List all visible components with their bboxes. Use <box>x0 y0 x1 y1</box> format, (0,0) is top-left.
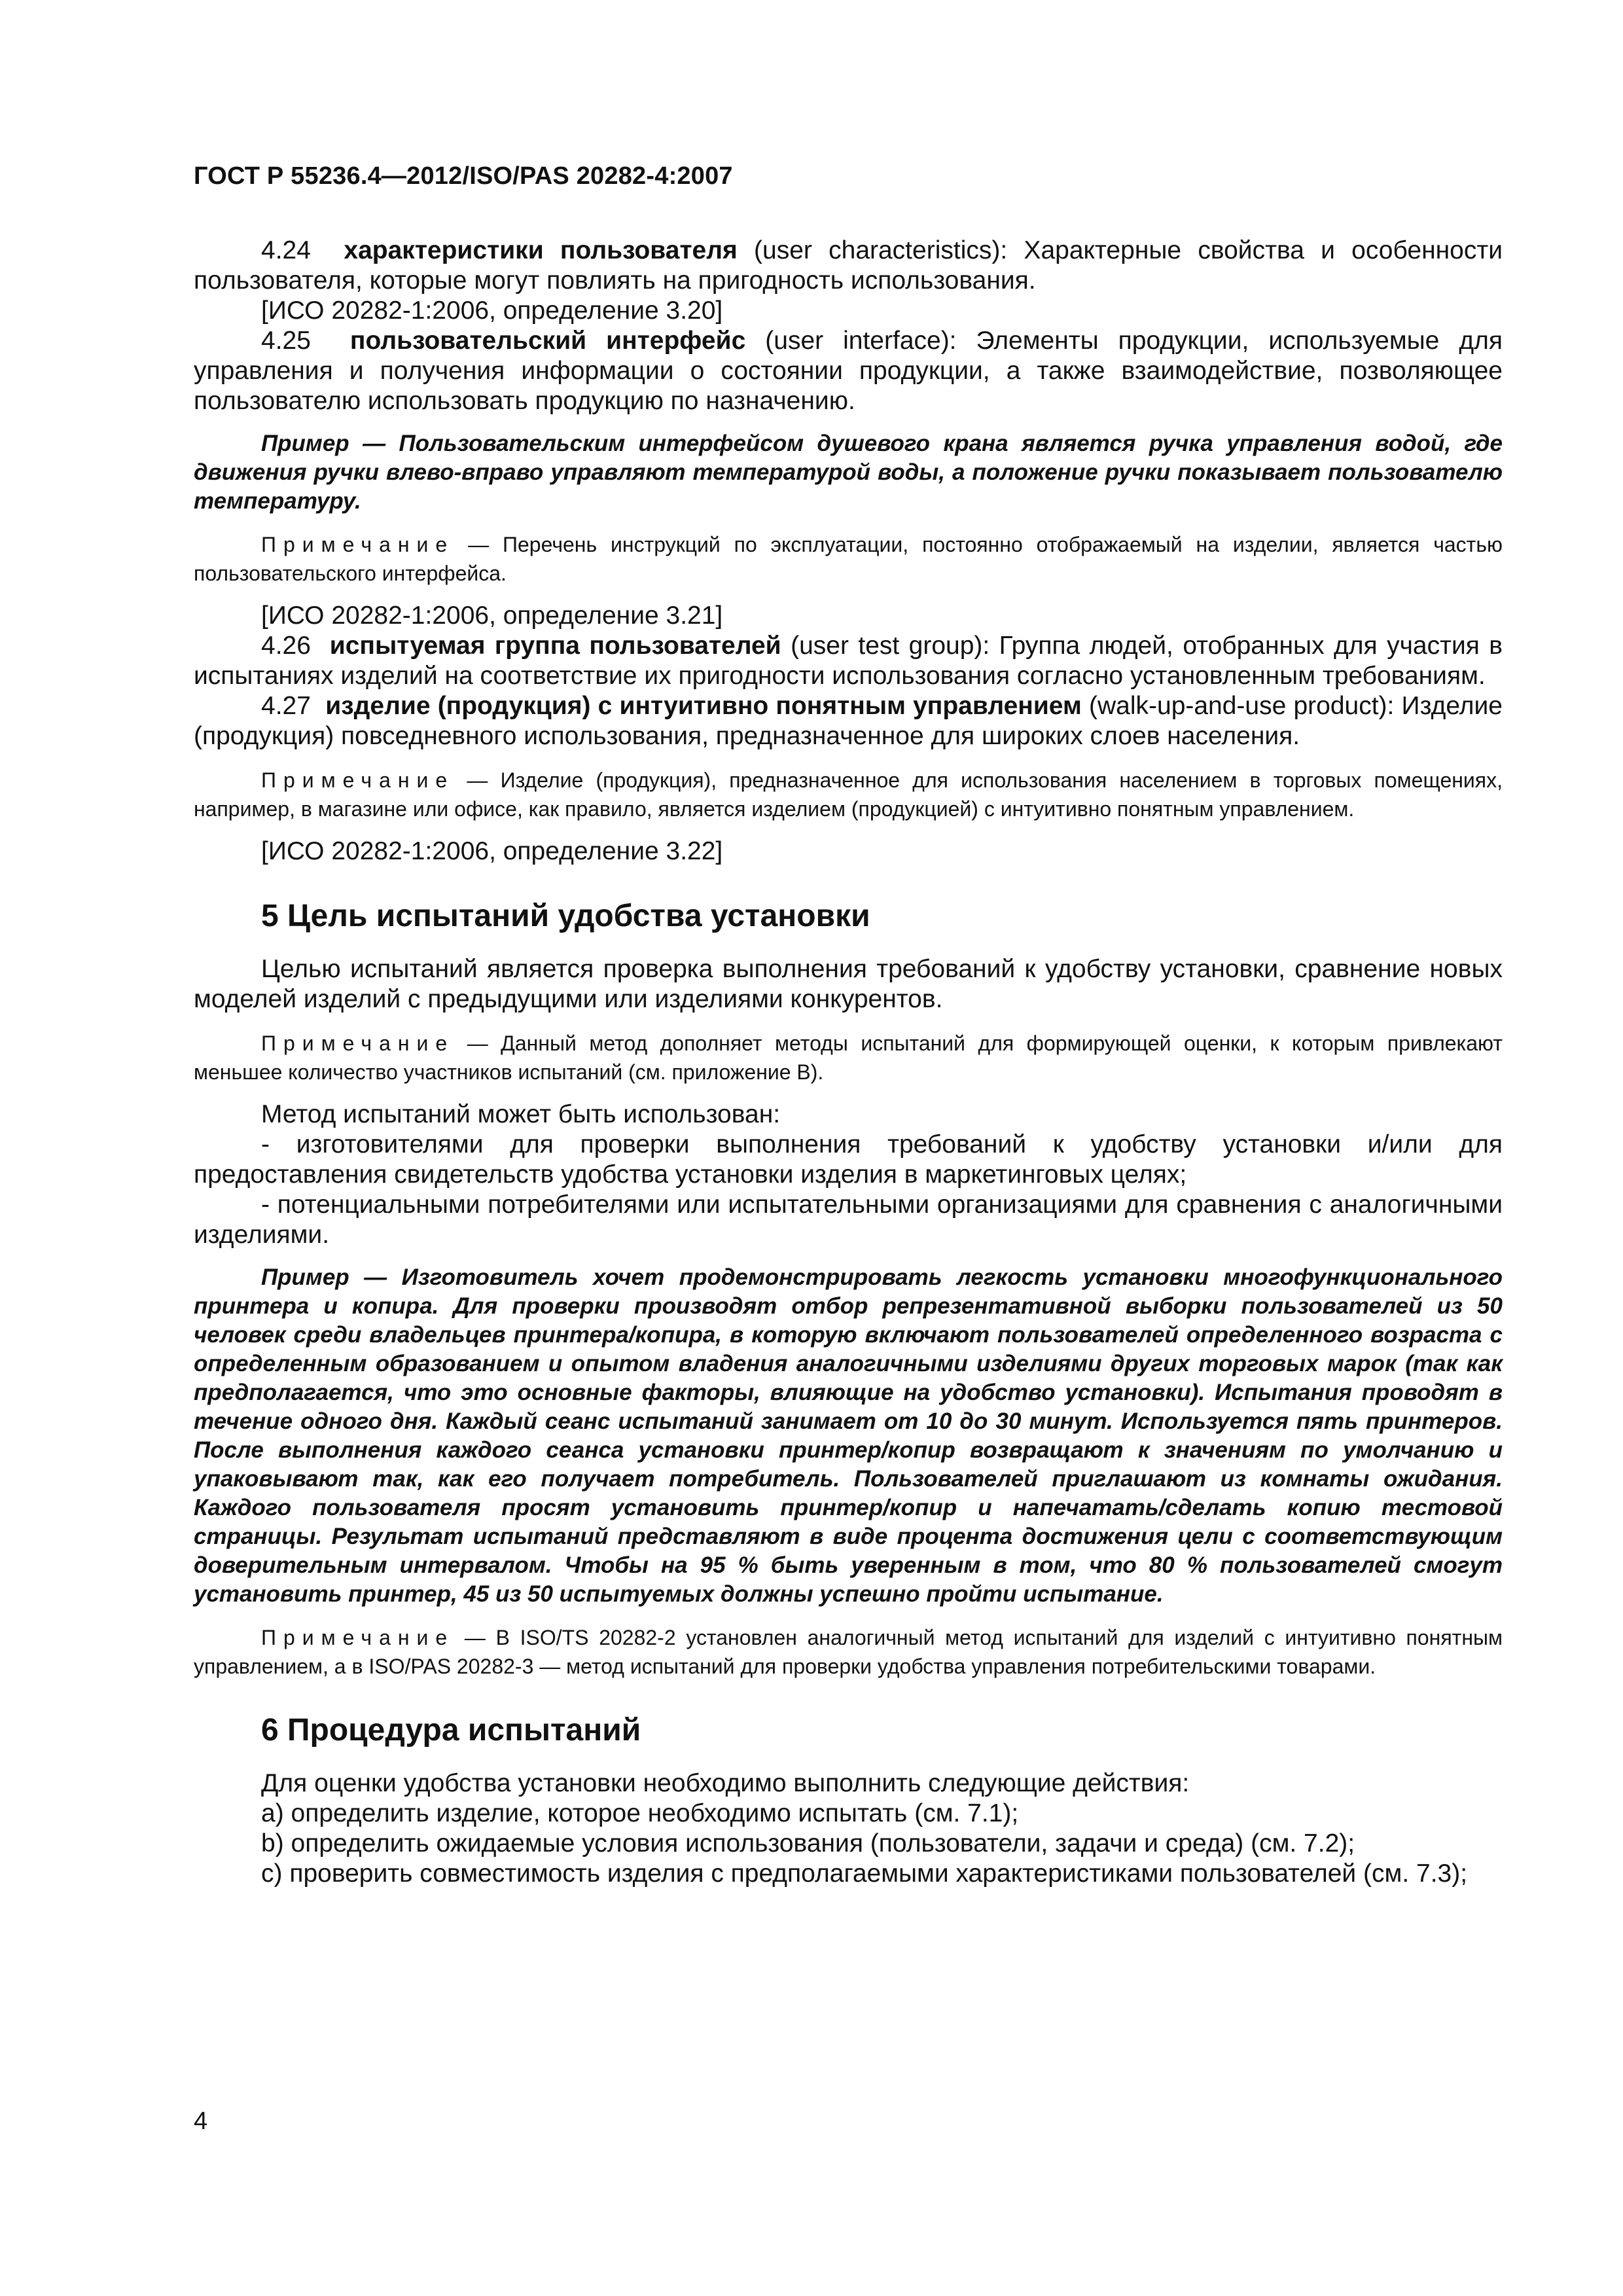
note-paragraph <box>194 1623 1503 1681</box>
section-5-paragraph: Целью испытаний является проверка выполнения требований к удобству установки, сравнение новых моделей изделий с предыдущими или изделиями конкурентов. <box>194 955 1503 1013</box>
def-body: (user interface): Элементы продукции, используемые для управления и получения информации о состоянии продукции, а также взаимодействие, позволяющее пользователю использовать продукцию по назначению. <box>194 327 1503 415</box>
list-item: - изготовителями для проверки выполнения требований к удобству установки и/или для предоставления свидетельств удобства установки изделия в маркетинговых целях; <box>194 1130 1503 1189</box>
def-body: (user characteristics): Характерные свойства и особенности пользователя, которые могут повлиять на пригодность использования. <box>194 236 1503 295</box>
definition-4-24 <box>194 236 1503 296</box>
page-number: 4 <box>194 2108 208 2135</box>
list-item: а) определить изделие, которое необходимо испытать (см. 7.1); <box>261 1799 1019 1827</box>
note-text: — Перечень инструкций по эксплуатации, постоянно отображаемый на изделии, является частью пользовательского интерфейса. <box>194 533 1503 585</box>
note-label: Примечание <box>261 768 455 792</box>
def-term: характеристики пользователя <box>344 236 738 264</box>
list-item: с) проверить совместимость изделия с предполагаемыми характеристиками пользователей (см. 7.3); <box>261 1859 1468 1888</box>
list-item: - потенциальными потребителями или испытательными организациями для сравнения с аналогичными изделиями. <box>194 1191 1503 1249</box>
note-text: — В ISO/TS 20282-2 установлен аналогичный метод испытаний для изделий с интуитивно понятным управлением, а в ISO/PAS 20282-3 — метод испытаний для проверки удобства управления потребительскими товарами. <box>194 1626 1503 1678</box>
def-number: 4.24 <box>261 236 311 264</box>
note-paragraph <box>194 766 1503 823</box>
running-header: ГОСТ Р 55236.4—2012/ISO/PAS 20282-4:2007 <box>194 162 733 190</box>
page-body <box>194 236 1503 1889</box>
example-text: Пример — Пользовательским интерфейсом душевого крана является ручка управления водой, где движения ручки влево-вправо управляют температурой воды, а положение ручки показывает пользователю температуру. <box>194 431 1503 514</box>
definition-source: [ИСО 20282-1:2006, определение 3.22] <box>261 837 723 865</box>
def-number: 4.25 <box>261 327 311 355</box>
section-6-paragraph: Для оценки удобства установки необходимо выполнить следующие действия: <box>261 1769 1190 1797</box>
def-number: 4.27 <box>261 692 311 720</box>
note-text: — Изделие (продукция), предназначенное для использования населением в торговых помещениях, например, в магазине или офисе, как правило, является изделием (продукцией) с интуитивно понятным управлением. <box>194 768 1503 821</box>
note-label: Примечание <box>261 533 455 556</box>
def-term: пользовательский интерфейс <box>349 327 746 355</box>
def-number: 4.26 <box>261 632 311 660</box>
section-6-heading: 6 Процедура испытаний <box>261 1713 641 1748</box>
definition-source: [ИСО 20282-1:2006, определение 3.21] <box>261 601 723 630</box>
definition-4-26 <box>194 631 1503 691</box>
section-5-paragraph: Метод испытаний может быть использован: <box>261 1100 781 1128</box>
note-label: Примечание <box>261 1031 455 1055</box>
definition-source: [ИСО 20282-1:2006, определение 3.20] <box>261 296 723 325</box>
note-text: — Данный метод дополняет методы испытаний для формирующей оценки, к которым привлекают меньшее количество участников испытаний (см. приложение В). <box>194 1031 1503 1084</box>
def-term: испытуемая группа пользователей <box>329 632 781 660</box>
note-paragraph <box>194 530 1503 588</box>
list-item: b) определить ожидаемые условия использования (пользователи, задачи и среда) (см. 7.2); <box>261 1829 1355 1857</box>
note-label: Примечание <box>261 1626 455 1649</box>
def-term: изделие (продукция) с интуитивно понятным управлением <box>325 692 1082 720</box>
def-body: (walk-up-and-use product): Изделие (продукция) повседневного использования, предназначенное для широких слоев населения. <box>194 692 1503 750</box>
example-text: Пример — Изготовитель хочет продемонстрировать легкость установки многофункционального принтера и копира. Для проверки производят отбор репрезентативной выборки пользователей из 50 человек среди владельцев принтера/копира, в которую включают пользователей определенного возраста с определенным образованием и опытом владения аналогичными изделиями других торговых марок (так как предполагается, что это основные факторы, влияющие на удобство установки). Испытания проводят в течение одного дня. Каждый сеанс испытаний занимает от 10 до 30 минут. Используется пять принтеров. После выполнения каждого сеанса установки принтер/копир возвращают к значениям по умолчанию и упаковывают так, как его получает потребитель. Пользователей приглашают из комнаты ожидания. Каждого пользователя просят установить принтер/копир и напечатать/сделать копию тестовой страницы. Результат испытаний представляют в виде процента достижения цели с соответствующим доверительным интервалом. Чтобы на 95 % быть уверенным в том, что 80 % пользователей смогут установить принтер, 45 из 50 испытуемых должны успешно пройти испытание. <box>194 1265 1503 1607</box>
note-paragraph <box>194 1029 1503 1086</box>
definition-4-25 <box>194 326 1503 416</box>
def-body: (user test group): Группа людей, отобранных для участия в испытаниях изделий на соответствие их пригодности использования согласно установленным требованиям. <box>194 632 1503 690</box>
definition-4-27 <box>194 691 1503 751</box>
section-5-heading: 5 Цель испытаний удобства установки <box>261 899 870 933</box>
